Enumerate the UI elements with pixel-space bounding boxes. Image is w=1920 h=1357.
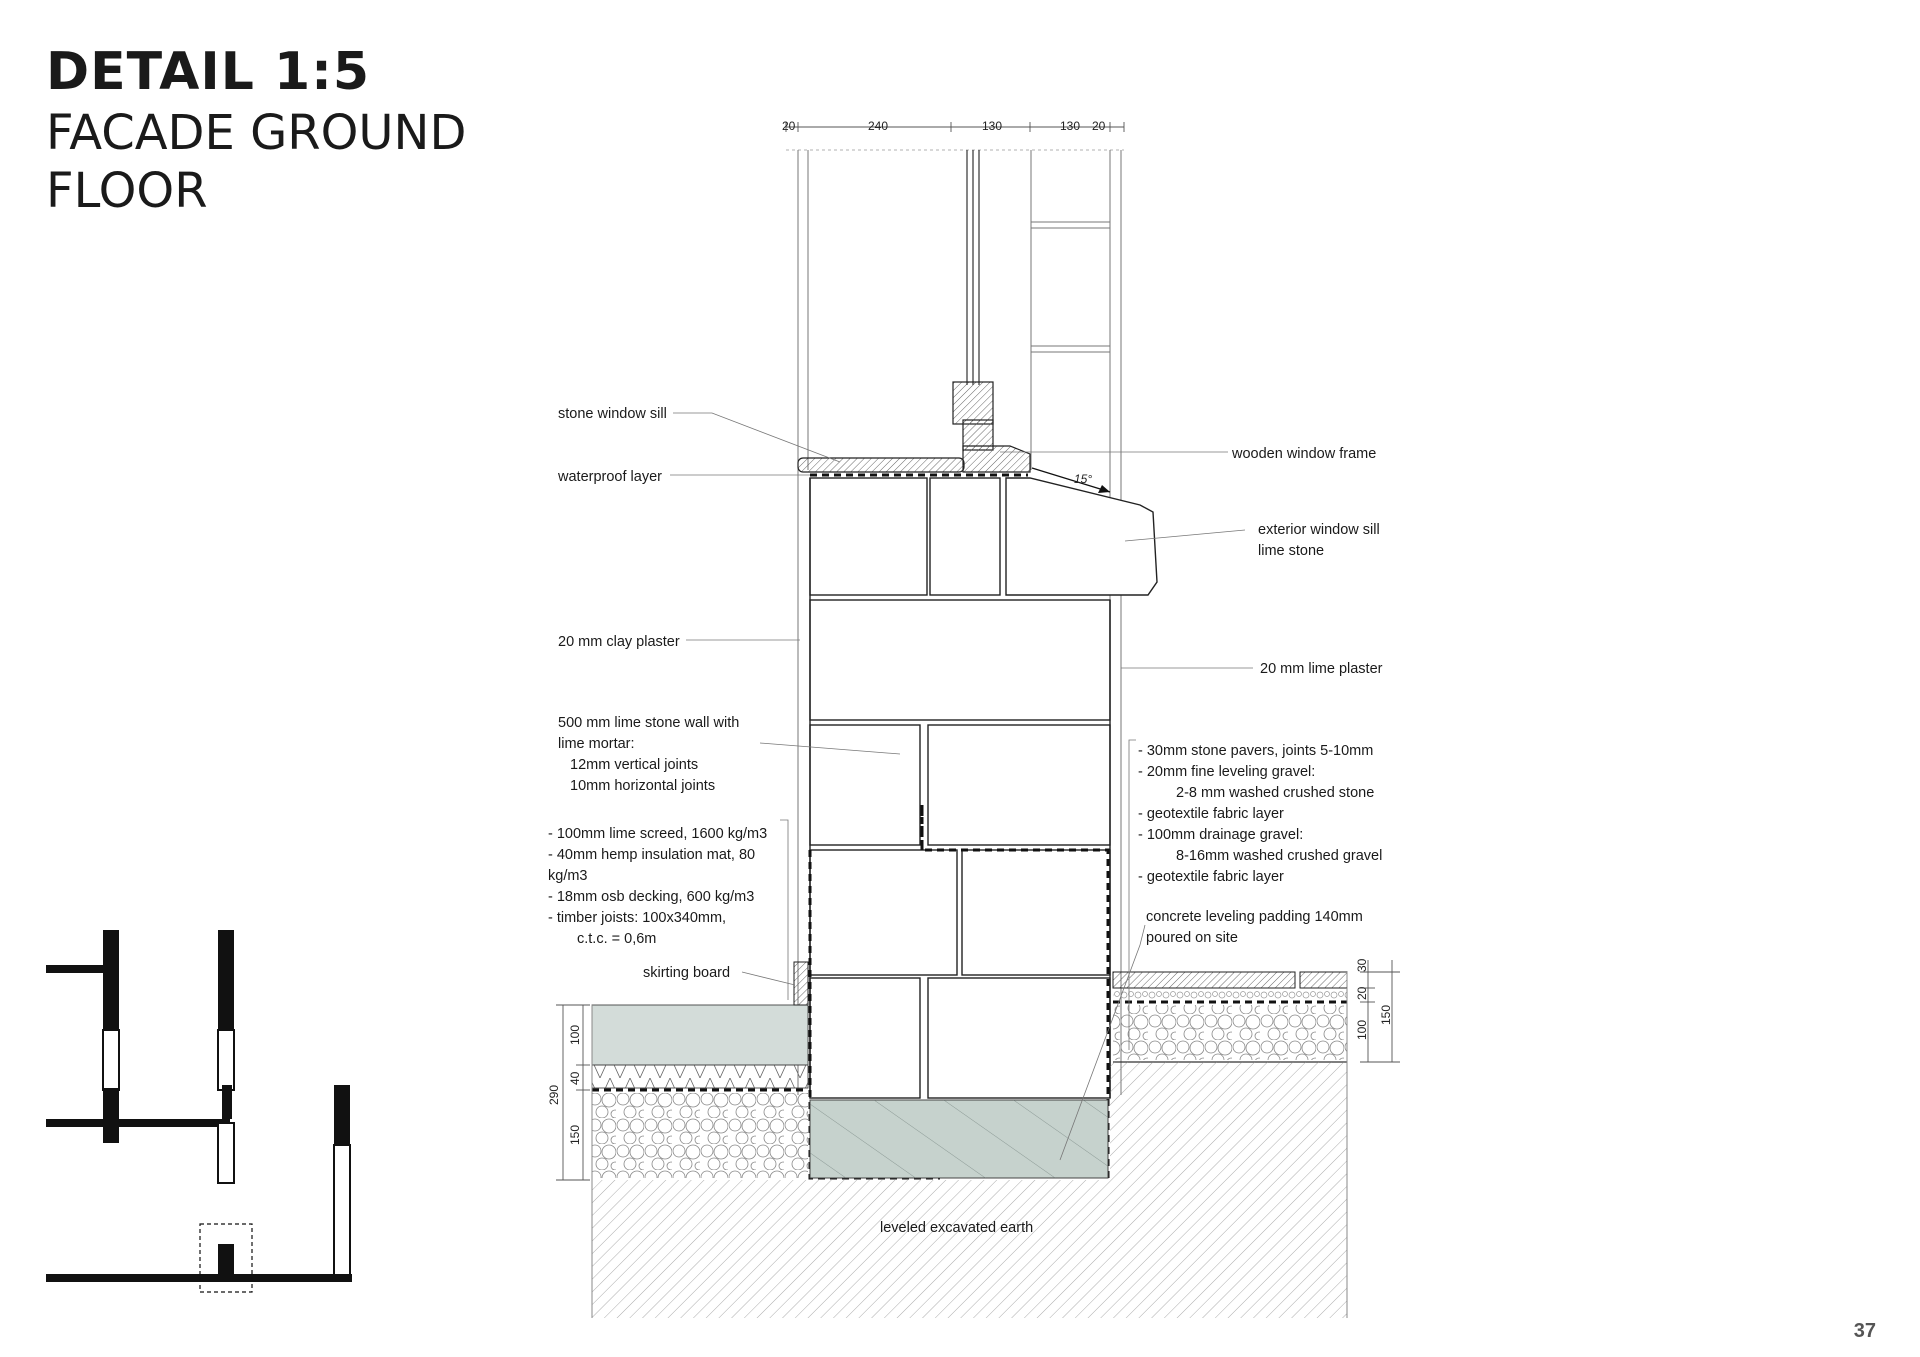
dim-top-130-a: 130 [982,119,1003,133]
label-exterior-line-6: 8-16mm washed crushed gravel [1176,848,1383,864]
label-wall-line-3: 12mm vertical joints [570,757,699,773]
label-concrete-line-2: poured on site [1146,930,1238,946]
upper-wall [798,150,1121,1095]
top-dimension-chain [782,119,1124,150]
excavated-earth [592,1180,1347,1318]
dim-left-100: 100 [568,1024,582,1045]
label-floor-line-6: c.t.c. = 0,6m [577,931,657,947]
label-wall-line-2: lime mortar: [558,736,635,752]
label-wall-line-1: 500 mm lime stone wall with [558,715,740,731]
stone-window-sill [798,458,964,472]
interior-floor-buildup [592,962,808,1178]
label-exterior-line-2: - 20mm fine leveling gravel: [1138,764,1316,780]
label-floor-line-3: kg/m3 [548,868,588,884]
label-waterproof-layer: waterproof layer [558,469,662,485]
right-dimension-chain [1355,958,1400,1062]
label-floor-line-5: - timber joists: 100x340mm, [548,910,727,926]
stone-paver-1 [1113,972,1295,988]
exterior-ground-buildup [1113,972,1347,1062]
dim-left-290: 290 [547,1084,561,1105]
exterior-window-sill [1006,468,1157,595]
dim-right-30: 30 [1355,958,1369,972]
label-skirting-board: skirting board [643,965,731,981]
dim-left-40: 40 [568,1071,582,1085]
label-floor-line-2: - 40mm hemp insulation mat, 80 [548,847,756,863]
label-wall-line-4: 10mm horizontal joints [570,778,716,794]
label-exterior-line-4: - geotextile fabric layer [1138,806,1284,822]
label-exterior-sill-1: exterior window sill [1258,522,1380,538]
dim-top-20-right: 20 [1092,119,1106,133]
dim-right-20: 20 [1355,986,1369,1000]
key-plan [46,930,352,1292]
label-exterior-line-3: 2-8 mm washed crushed stone [1176,785,1375,801]
skirting-board [794,962,808,1005]
label-exterior-line-5: - 100mm drainage gravel: [1138,827,1304,843]
dim-top-240: 240 [868,119,889,133]
page-subtitle-line-2: FLOOR [46,163,208,219]
dim-top-20-left: 20 [782,119,796,133]
page-subtitle-line-1: FACADE GROUND [46,105,467,161]
window-frame-profile [953,382,1030,472]
label-clay-plaster: 20 mm clay plaster [558,634,680,650]
lime-screed [592,1005,808,1065]
stone-paver-2 [1300,972,1347,988]
label-stone-window-sill: stone window sill [558,406,667,422]
left-dimension-chain [547,1005,590,1180]
label-exterior-line-7: - geotextile fabric layer [1138,869,1284,885]
angle-label: 15° [1074,472,1093,486]
label-floor-line-4: - 18mm osb decking, 600 kg/m3 [548,889,755,905]
joist-zone-gravel [592,1093,808,1178]
dim-left-150: 150 [568,1124,582,1145]
drainage-gravel [1113,1005,1347,1060]
label-lime-plaster: 20 mm lime plaster [1260,661,1383,677]
dim-right-150: 150 [1379,1004,1393,1025]
label-excavated-earth: leveled excavated earth [880,1220,1034,1236]
hemp-insulation [592,1065,808,1088]
dim-right-100: 100 [1355,1019,1369,1040]
label-floor-line-1: - 100mm lime screed, 1600 kg/m3 [548,826,768,842]
page-number: 37 [1853,1320,1876,1342]
label-wooden-window-frame: wooden window frame [1232,446,1377,462]
label-exterior-line-1: - 30mm stone pavers, joints 5-10mm [1138,743,1374,759]
dim-top-130-b: 130 [1060,119,1081,133]
page-title: DETAIL 1:5 [46,42,371,102]
label-exterior-sill-2: lime stone [1258,543,1325,559]
label-concrete-line-1: concrete leveling padding 140mm [1146,909,1363,925]
